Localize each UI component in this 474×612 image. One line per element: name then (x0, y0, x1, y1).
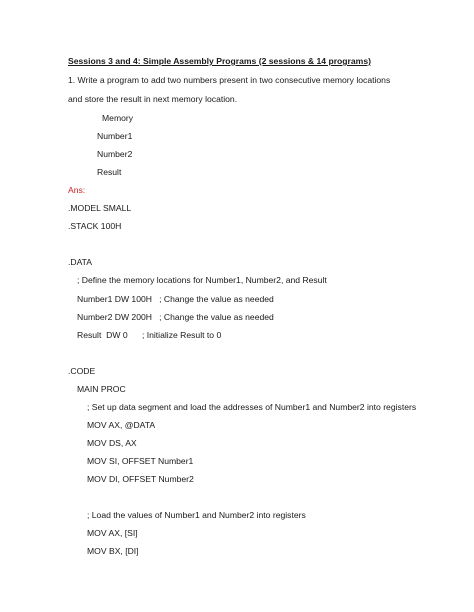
number2-label: Number2 (97, 149, 133, 159)
code-line: ; Define the memory locations for Number1, Number2, and Result (77, 275, 327, 285)
memory-label: Memory (102, 113, 134, 123)
code-line: Number2 DW 200H ; Change the value as needed (77, 312, 274, 322)
code-line: MOV SI, OFFSET Number1 (87, 456, 194, 466)
code-line: Result DW 0 ; Initialize Result to 0 (77, 330, 222, 340)
session-heading: Sessions 3 and 4: Simple Assembly Programs (2 sessions & 14 programs) (68, 56, 371, 66)
code-line: MOV AX, @DATA (87, 420, 156, 430)
code-line: MOV DI, OFFSET Number2 (87, 474, 194, 484)
code-line: MOV AX, [SI] (87, 528, 138, 538)
question-line-1: 1. Write a program to add two numbers present in two consecutive memory locations (68, 75, 391, 85)
code-line: MOV BX, [DI] (87, 546, 139, 556)
code-line: Number1 DW 100H ; Change the value as needed (77, 294, 274, 304)
code-line: .DATA (68, 257, 93, 267)
code-line: .MODEL SMALL (68, 203, 132, 213)
code-line: .CODE (68, 366, 96, 376)
number1-label: Number1 (97, 131, 133, 141)
question-line-2: and store the result in next memory location. (68, 94, 238, 104)
result-label: Result (97, 167, 122, 177)
code-line: ; Load the values of Number1 and Number2 into registers (87, 510, 306, 520)
code-line: .STACK 100H (68, 221, 122, 231)
code-line: MAIN PROC (77, 384, 126, 394)
code-line: MOV DS, AX (87, 438, 137, 448)
answer-label: Ans: (68, 185, 86, 195)
code-line: ; Set up data segment and load the addresses of Number1 and Number2 into registers (87, 402, 417, 412)
